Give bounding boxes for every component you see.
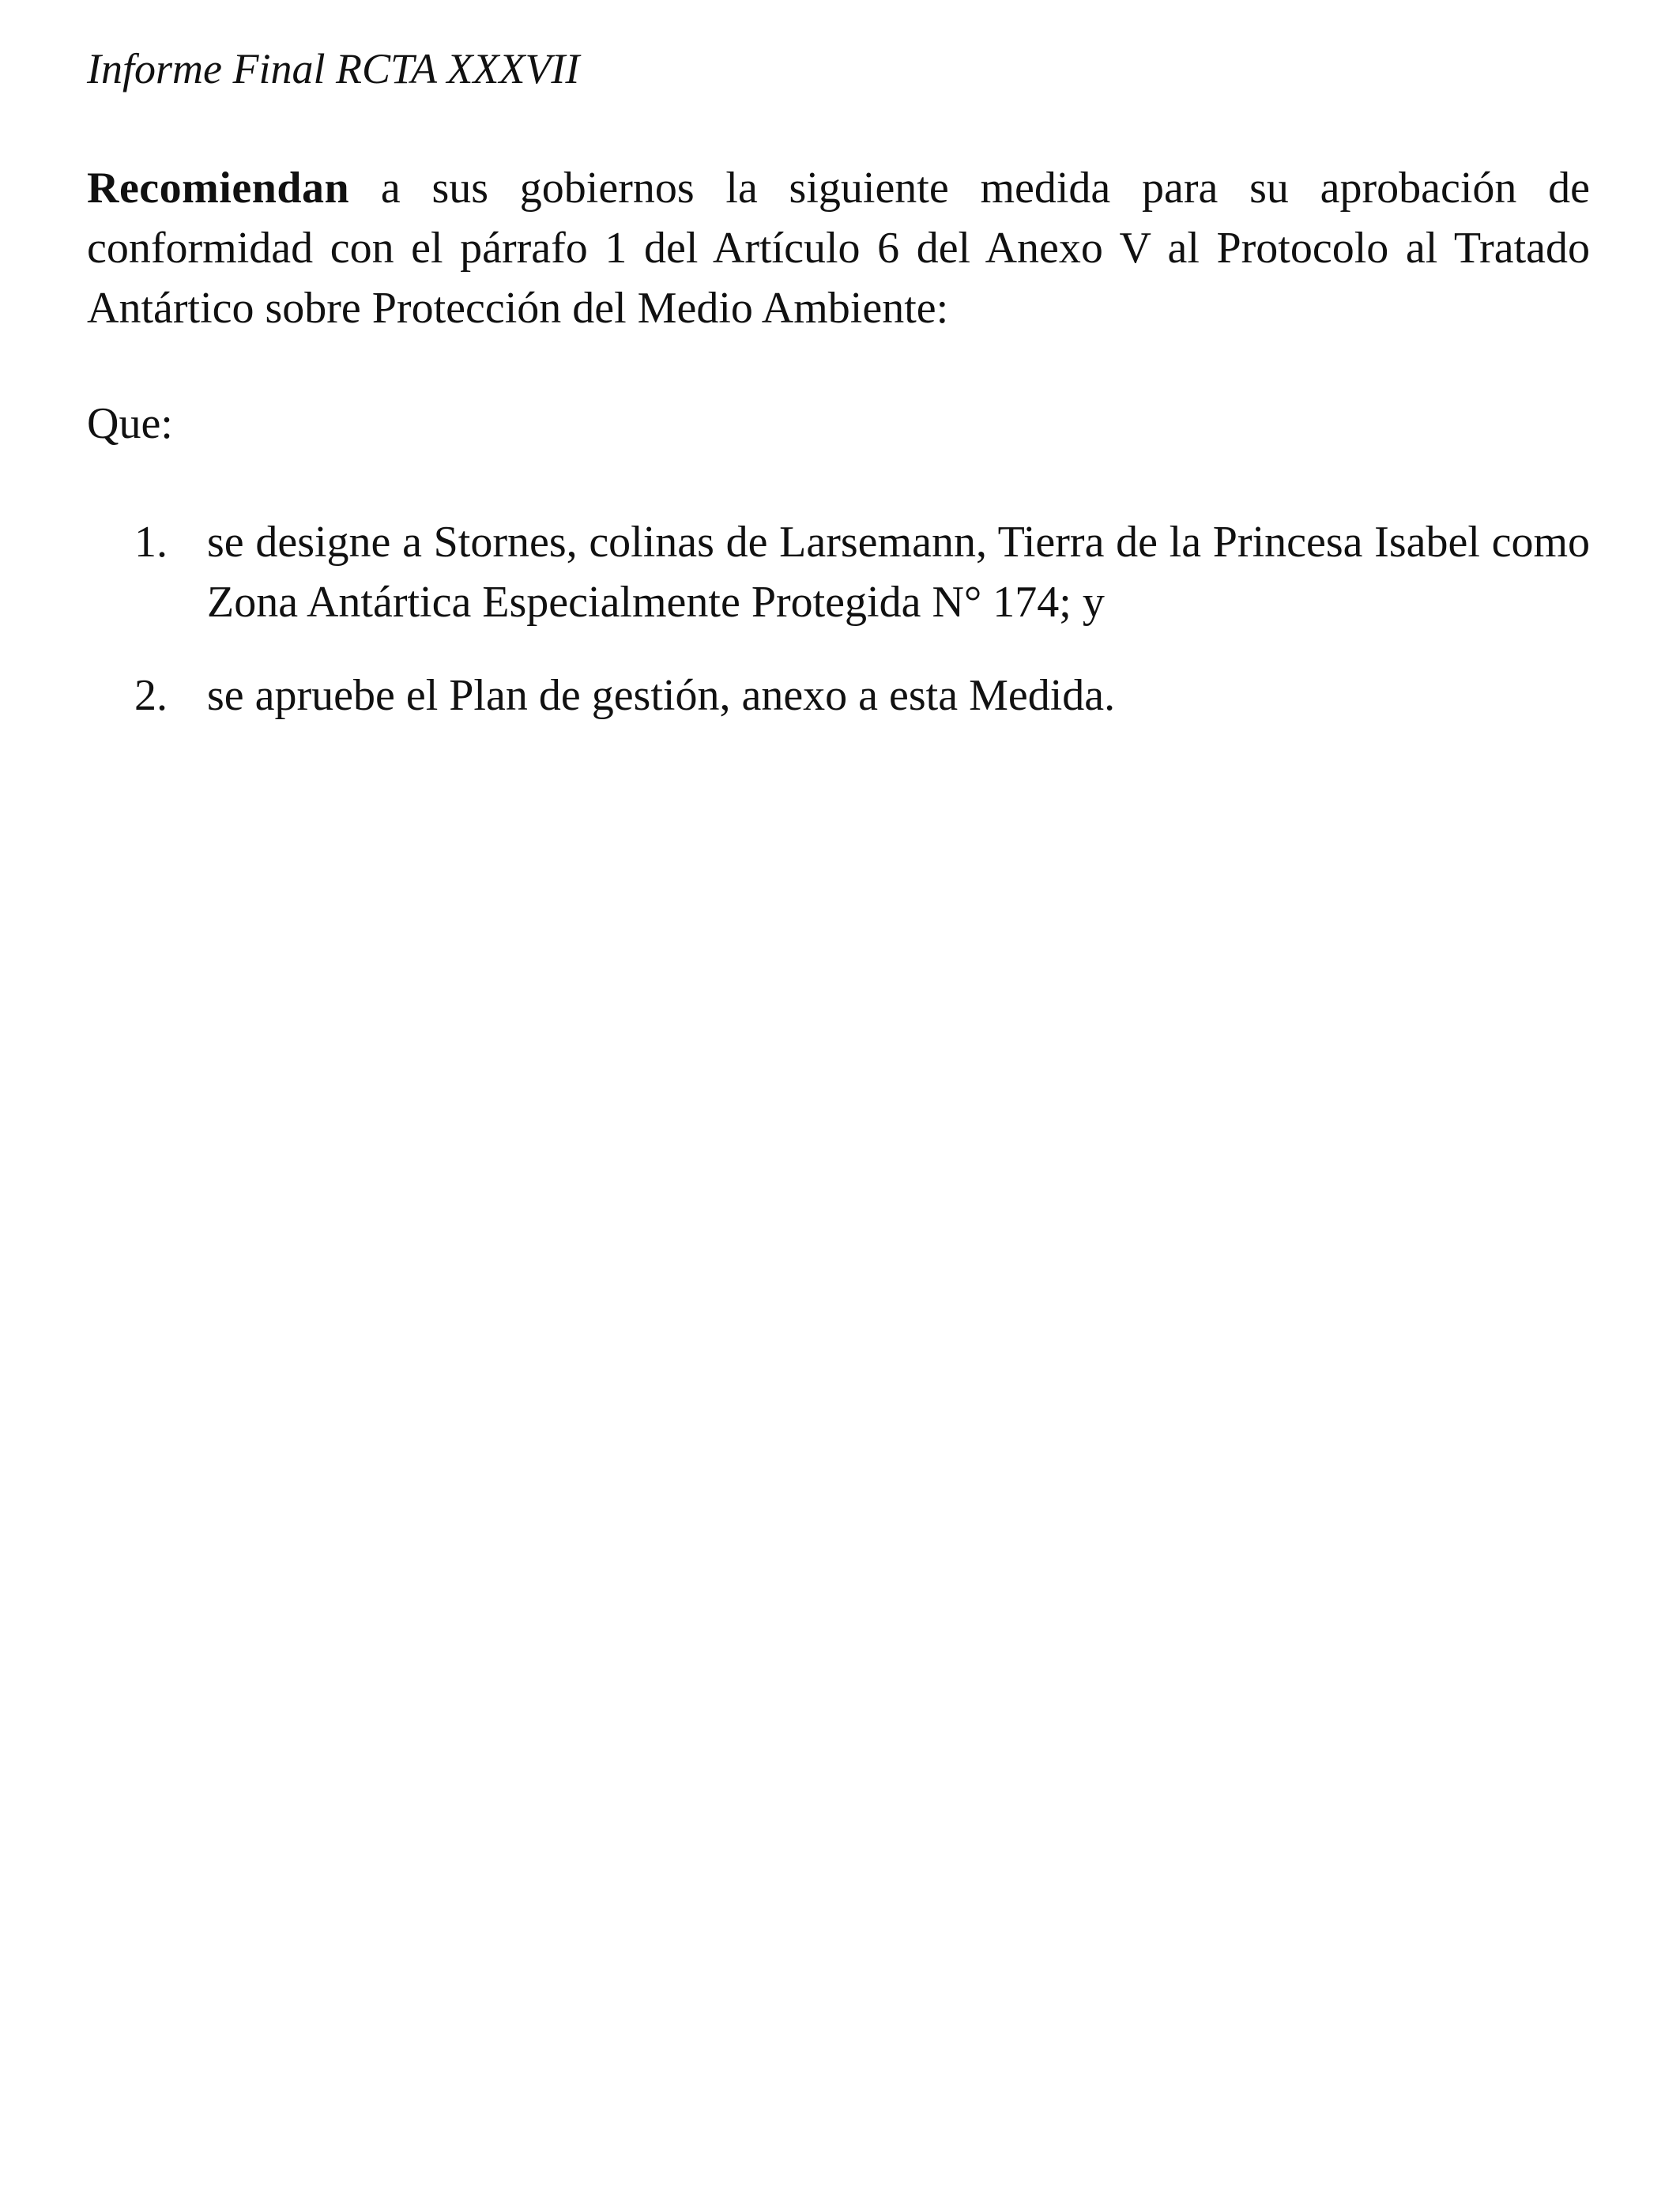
que-label: Que: bbox=[87, 399, 173, 448]
recommendation-lead: Recomiendan bbox=[87, 164, 350, 213]
list-item bbox=[87, 665, 1590, 726]
list-item-text: se apruebe el Plan de gestión, anexo a esta Medida. bbox=[207, 671, 1116, 720]
document-body bbox=[87, 158, 1590, 759]
measures-list bbox=[87, 512, 1590, 726]
recommendation-paragraph bbox=[87, 158, 1590, 338]
list-item-number: 1. bbox=[134, 518, 168, 567]
list-item bbox=[87, 512, 1590, 632]
list-item-number: 2. bbox=[134, 671, 168, 720]
recommendation-text: a sus gobiernos la siguiente medida para su aprobación de conformidad con el párrafo 1 del Artículo 6 del Anexo V al Protocolo al Tratado Antártico sobre Protección del Medio Ambiente: bbox=[87, 164, 1590, 333]
list-item-text: se designe a Stornes, colinas de Larsemann, Tierra de la Princesa Isabel como Zona Antártica Especialmente Protegida N° 174; y bbox=[207, 518, 1590, 627]
running-header: Informe Final RCTA XXXVII bbox=[87, 45, 580, 92]
